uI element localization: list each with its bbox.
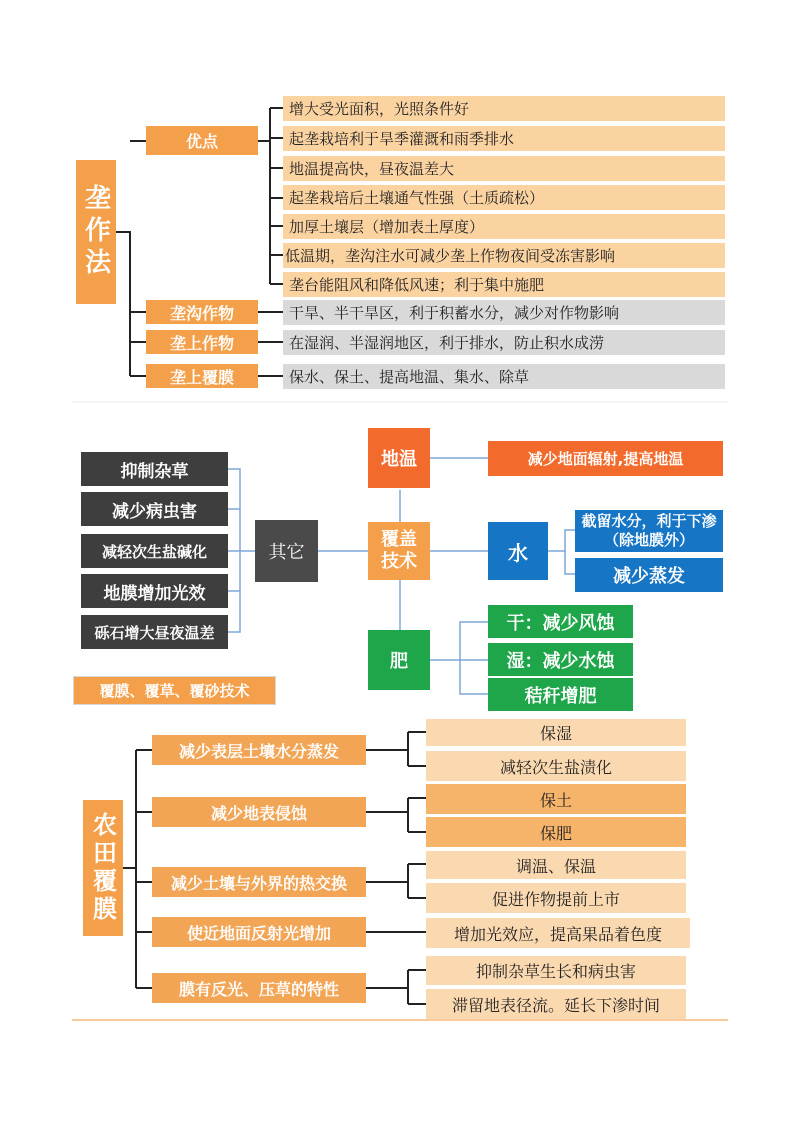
farmland-film-title: 农田覆膜: [83, 800, 123, 936]
water-node: 水: [488, 522, 548, 580]
other-item: 砾石增大昼夜温差: [81, 615, 228, 649]
fertilizer-effect: 干：减少风蚀: [488, 605, 633, 638]
film-effect-label: 使近地面反射光增加: [152, 917, 366, 947]
film-effect-item: 减轻次生盐渍化: [426, 751, 686, 781]
film-effect-label: 膜有反光、压草的特性: [152, 973, 366, 1003]
film-effect-item: 滞留地表径流。延长下渗时间: [426, 989, 686, 1019]
ridge-row-text: 在湿润、半湿润地区，利于排水，防止积水成涝: [283, 330, 725, 355]
film-effect-label: 减少表层土壤水分蒸发: [152, 735, 366, 765]
other-node: 其它: [255, 520, 318, 582]
other-item: 减少病虫害: [81, 492, 228, 526]
ridge-row-label: 垄上作物: [146, 330, 258, 354]
ridge-row-text: 保水、保土、提高地温、集水、除草: [283, 364, 725, 389]
water-effect: 减少蒸发: [575, 558, 723, 592]
film-effect-item: 保土: [426, 784, 686, 814]
advantage-item: 低温期，垄沟注水可减少垄上作物夜间受冻害影响: [283, 243, 725, 268]
film-effect-item: 增加光效应，提高果品着色度: [426, 918, 690, 948]
advantage-item: 增大受光面积，光照条件好: [283, 96, 725, 121]
fertilizer-effect: 湿：减少水蚀: [488, 643, 633, 676]
advantage-item: 垄台能阻风和降低风速；利于集中施肥: [283, 272, 725, 297]
other-item: 减轻次生盐碱化: [81, 534, 228, 568]
advantage-item: 起垄栽培利于旱季灌溉和雨季排水: [283, 126, 725, 151]
fertilizer-node: 肥: [368, 630, 430, 690]
water-effect: 截留水分，利于下渗（除地膜外）: [575, 510, 723, 552]
film-effect-item: 调温、保温: [426, 851, 686, 879]
advantages-label: 优点: [146, 126, 258, 155]
advantage-item: 地温提高快，昼夜温差大: [283, 156, 725, 181]
soil-temp-node: 地温: [368, 428, 430, 488]
ridge-farming-title: 垄作法: [76, 160, 116, 304]
fertilizer-effect: 秸秆增肥: [488, 678, 633, 711]
ridge-row-label: 垄沟作物: [146, 300, 258, 324]
other-item: 抑制杂草: [81, 452, 228, 486]
film-effect-label: 减少地表侵蚀: [152, 797, 366, 827]
film-effect-item: 保肥: [426, 817, 686, 847]
film-effect-label: 减少土壤与外界的热交换: [152, 867, 366, 897]
mulching-types-tag: 覆膜、覆草、覆砂技术: [73, 676, 276, 705]
film-effect-item: 促进作物提前上市: [426, 883, 686, 913]
advantage-item: 起垄栽培后土壤通气性强（土质疏松）: [283, 185, 725, 210]
film-effect-item: 抑制杂草生长和病虫害: [426, 956, 686, 985]
soil-temp-effect: 减少地面辐射,提高地温: [488, 441, 723, 476]
ridge-row-text: 干旱、半干旱区，利于积蓄水分，减少对作物影响: [283, 300, 725, 325]
ridge-row-label: 垄上覆膜: [146, 364, 258, 388]
mulching-tech-center: 覆盖技术: [368, 522, 430, 580]
other-item: 地膜增加光效: [81, 574, 228, 608]
advantage-item: 加厚土壤层（增加表土厚度）: [283, 214, 725, 239]
film-effect-item: 保湿: [426, 719, 686, 746]
